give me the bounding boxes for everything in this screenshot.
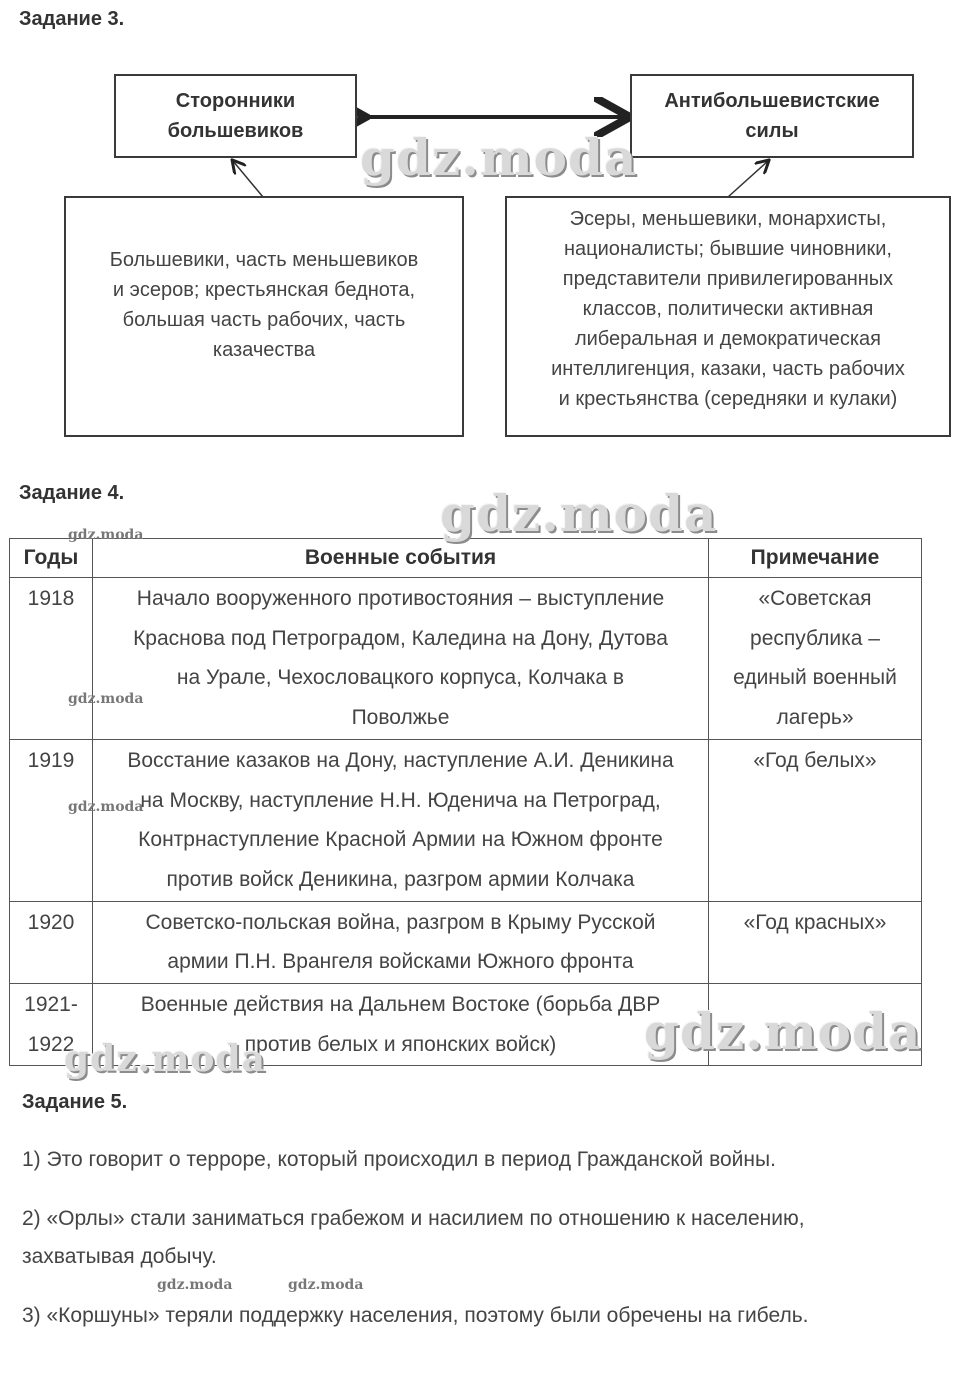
answer-2-line: захватывая добычу. xyxy=(22,1245,217,1268)
cell-events-line: Советско-польская война, разгром в Крыму Русской xyxy=(145,910,656,934)
box-right-description xyxy=(505,196,951,437)
watermark: gdz.moda xyxy=(68,799,144,815)
cell-note xyxy=(709,739,922,901)
cell-events xyxy=(93,901,709,983)
cell-events-line: на Москву, наступление Н.Н. Юденича на Петроград, xyxy=(140,788,661,812)
watermark: gdz.moda xyxy=(64,1038,266,1080)
answer-2 xyxy=(22,1200,922,1276)
cell-note xyxy=(709,901,922,983)
table-row xyxy=(10,578,922,740)
cell-events-line: против войск Деникина, разгром армии Колчака xyxy=(166,867,635,891)
watermark: gdz.moda xyxy=(360,128,638,187)
right-body-line: и крестьянства (середняки и кулаки) xyxy=(558,388,898,410)
answer-1-line: 1) Это говорит о терроре, который происходил в период Гражданской войны. xyxy=(22,1148,776,1171)
cell-year-line: 1922 xyxy=(27,1032,75,1056)
right-body-line: представители привилегированных xyxy=(562,268,894,290)
right-body-line: классов, политически активная xyxy=(582,298,874,320)
cell-events-line: Начало вооруженного противостояния – выступление xyxy=(136,587,665,610)
cell-events-line: армии П.Н. Врангеля войсками Южного фронта xyxy=(167,950,634,974)
cell-year-line: 1919 xyxy=(27,748,75,772)
cell-year-line: 1920 xyxy=(27,910,75,934)
cell-events-line: Краснова под Петроградом, Каледина на Дону, Дутова xyxy=(133,626,668,650)
right-body-line: либеральная и демократическая xyxy=(574,328,882,350)
column-header-note: Примечание xyxy=(709,539,922,578)
cell-events xyxy=(93,739,709,901)
cell-events-line: Военные действия на Дальнем Востоке (борьба ДВР xyxy=(140,993,661,1017)
left-title-line-2: большевиков xyxy=(167,120,304,142)
answer-2-line: 2) «Орлы» стали заниматься грабежом и насилием по отношению к населению, xyxy=(22,1207,805,1230)
cell-note-line: «Год белых» xyxy=(753,748,877,772)
left-title-line-1: Сторонники xyxy=(175,90,296,112)
right-arrow xyxy=(728,161,768,197)
right-title-line-1: Антибольшевистские xyxy=(664,90,880,112)
cell-events-line: против белых и японских войск) xyxy=(244,1032,557,1056)
cell-note xyxy=(709,578,922,740)
right-body-line: интеллигенция, казаки, часть рабочих xyxy=(551,358,905,380)
cell-events-line: на Урале, Чехословацкого корпуса, Колчака в xyxy=(176,666,625,690)
box-bolshevik-supporters xyxy=(114,74,357,158)
answer-1 xyxy=(22,1141,922,1179)
cell-year xyxy=(10,578,93,740)
cell-events xyxy=(93,578,709,740)
left-body-line: Большевики, часть меньшевиков xyxy=(109,249,419,271)
box-left-description xyxy=(64,196,464,437)
cell-events-line: Контрнаступление Красной Армии на Южном фронте xyxy=(138,828,663,852)
military-events-table xyxy=(9,538,922,1066)
cell-year xyxy=(10,901,93,983)
cell-note-line: лагерь» xyxy=(776,706,854,730)
watermark: gdz.moda xyxy=(68,527,144,543)
cell-note-line: республика – xyxy=(750,626,880,650)
left-body-line: и эсеров; крестьянская беднота, xyxy=(112,279,416,301)
task5-heading: Задание 5. xyxy=(22,1091,128,1113)
answer-3-line: 3) «Коршуны» теряли поддержку населения, поэтому были обречены на гибель. xyxy=(22,1304,809,1327)
answer-3 xyxy=(22,1297,922,1335)
right-title-line-2: силы xyxy=(745,120,799,142)
left-arrow xyxy=(233,161,263,197)
table-row xyxy=(10,901,922,983)
column-header-events: Военные события xyxy=(93,539,709,578)
column-header-years: Годы xyxy=(10,539,93,578)
table-row xyxy=(10,739,922,901)
watermark: gdz.moda xyxy=(68,691,144,707)
right-body-line: националисты; бывшие чиновники, xyxy=(563,238,892,260)
left-body-line: большая часть рабочих, часть xyxy=(122,309,406,331)
cell-year-line: 1918 xyxy=(27,587,75,610)
watermark: gdz.moda xyxy=(440,484,718,543)
watermark: gdz.moda xyxy=(157,1277,233,1293)
cell-note-line: «Советская xyxy=(758,587,872,610)
left-body-line: казачества xyxy=(212,339,316,361)
task4-heading: Задание 4. xyxy=(19,482,125,504)
cell-year xyxy=(10,739,93,901)
cell-note-line: единый военный xyxy=(733,666,897,690)
cell-year-line: 1921- xyxy=(24,993,78,1017)
watermark: gdz.moda xyxy=(288,1277,364,1293)
watermark: gdz.moda xyxy=(644,1002,922,1061)
task3-heading: Задание 3. xyxy=(19,8,125,30)
cell-note-line: «Год красных» xyxy=(743,910,887,934)
box-anti-bolshevik-forces xyxy=(630,74,914,158)
right-body-line: Эсеры, меньшевики, монархисты, xyxy=(569,208,887,230)
table-header-row xyxy=(10,539,922,578)
cell-events-line: Восстание казаков на Дону, наступление А.И. Деникина xyxy=(127,748,674,772)
cell-events-line: Поволжье xyxy=(351,706,450,730)
